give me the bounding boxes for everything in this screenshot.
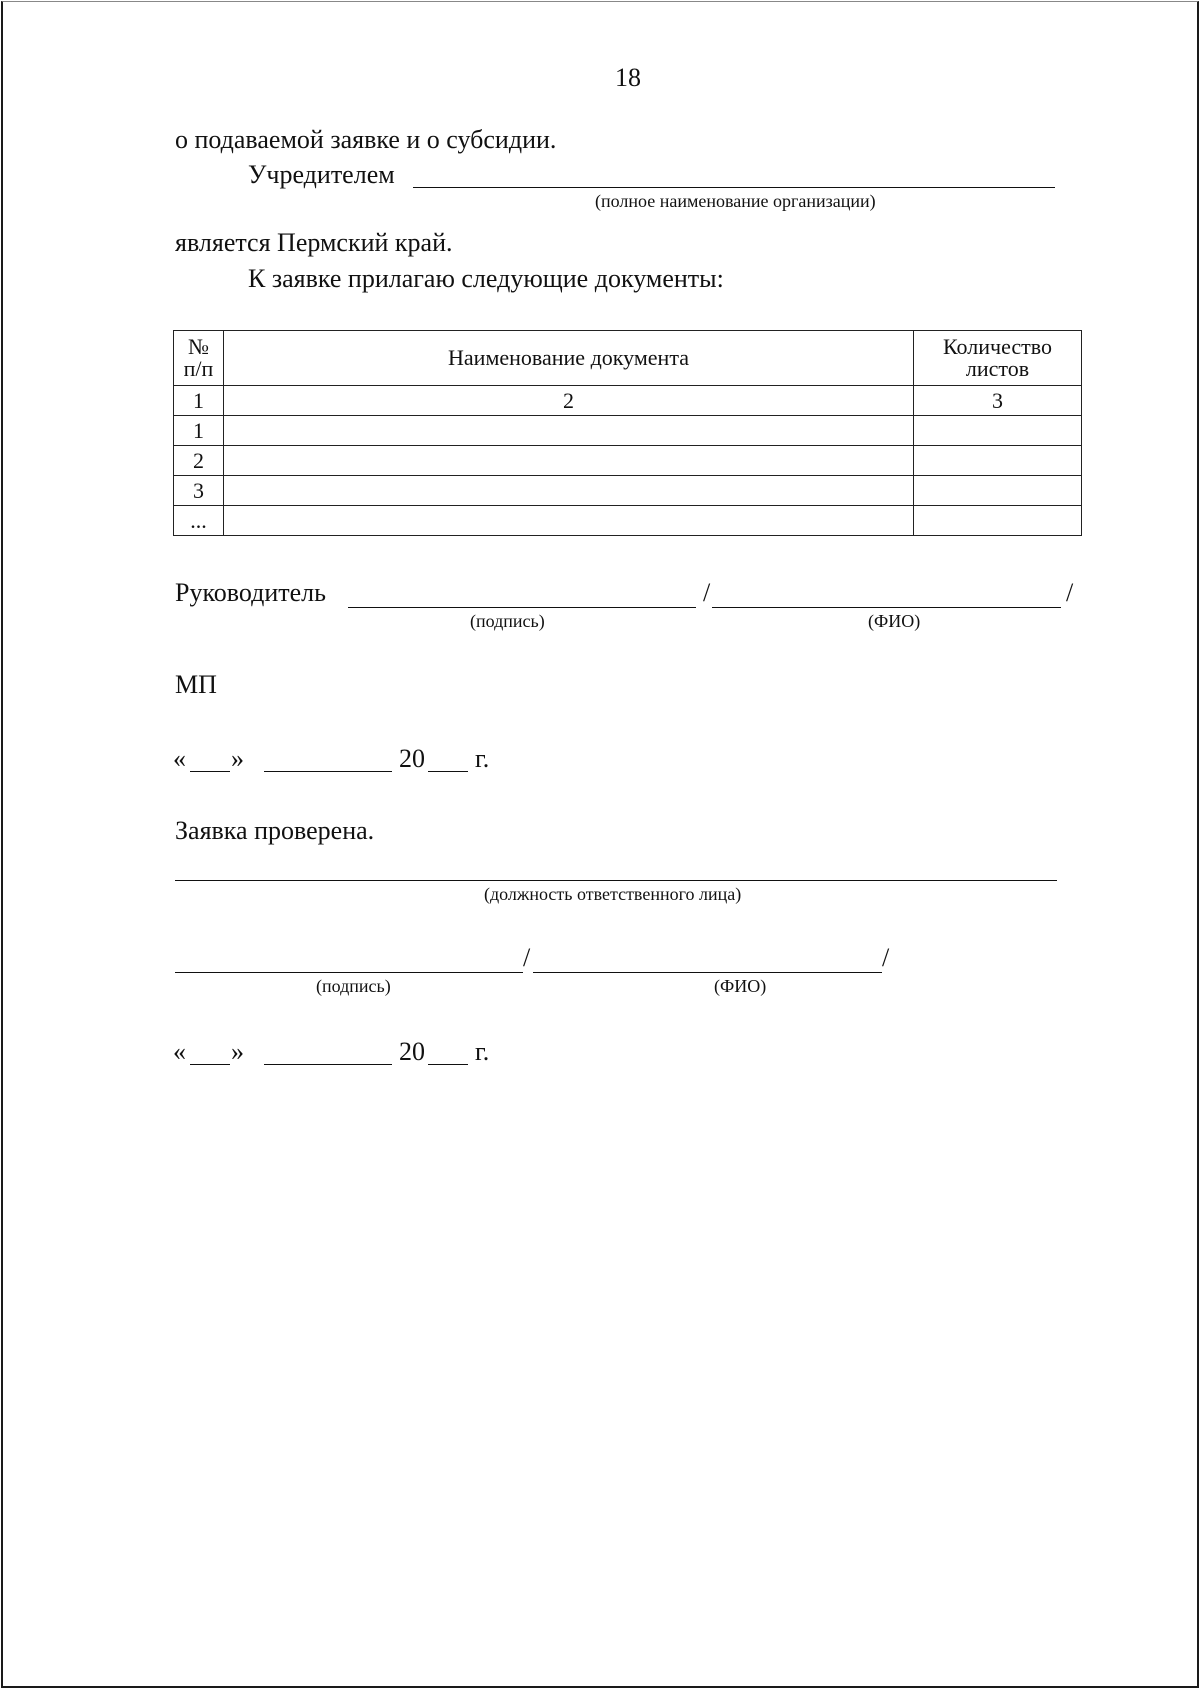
document-name-cell[interactable]	[224, 416, 914, 446]
position-field[interactable]	[175, 880, 1057, 881]
checker-end-slash: /	[882, 943, 890, 972]
sheet-count-cell[interactable]	[914, 446, 1082, 476]
date2-open-quote: «	[173, 1037, 186, 1066]
table-header-row	[174, 331, 1082, 386]
date2-year-field[interactable]	[428, 1064, 468, 1065]
table-row	[174, 446, 1082, 476]
date2-close-quote: »	[231, 1037, 244, 1066]
position-caption: (должность ответственного лица)	[484, 884, 742, 904]
checker-name-caption: (ФИО)	[714, 976, 767, 996]
date-open-quote: «	[173, 744, 186, 773]
date-year-field[interactable]	[428, 771, 468, 772]
date2-year-prefix: 20	[399, 1037, 425, 1066]
head-label: Руководитель	[175, 578, 326, 607]
date-year-prefix: 20	[399, 744, 425, 773]
date-day-field[interactable]	[190, 771, 230, 772]
sheet-count-cell[interactable]	[914, 476, 1082, 506]
checker-separator: /	[523, 943, 531, 972]
date2-day-field[interactable]	[190, 1064, 230, 1065]
date2-month-field[interactable]	[264, 1064, 392, 1065]
document-name-cell[interactable]	[224, 446, 914, 476]
head-end-slash: /	[1066, 578, 1074, 607]
page-number: 18	[615, 63, 641, 92]
attachments-line: К заявке прилагаю следующие документы:	[248, 264, 724, 293]
date-month-field[interactable]	[264, 771, 392, 772]
table-numbering-row	[174, 386, 1082, 416]
checker-signature-field[interactable]	[175, 972, 523, 973]
date-year-suffix: г.	[475, 744, 490, 773]
numbering-cell: 3	[914, 386, 1082, 416]
founder-label: Учредителем	[248, 160, 395, 189]
row-number: 1	[174, 416, 224, 446]
document-name-cell[interactable]	[224, 506, 914, 536]
head-name-caption: (ФИО)	[868, 611, 921, 631]
founder-caption: (полное наименование организации)	[595, 191, 876, 211]
table-row	[174, 506, 1082, 536]
table-row	[174, 476, 1082, 506]
checked-line: Заявка проверена.	[175, 816, 375, 845]
region-line: является Пермский край.	[175, 228, 453, 257]
document-name-cell[interactable]	[224, 476, 914, 506]
head-fullname-field[interactable]	[712, 607, 1061, 608]
checker-sign-caption: (подпись)	[316, 976, 391, 996]
date2-year-suffix: г.	[475, 1037, 490, 1066]
header-document-name: Наименование документа	[224, 331, 914, 386]
row-number: 3	[174, 476, 224, 506]
row-number: ...	[174, 506, 224, 536]
sheet-count-cell[interactable]	[914, 416, 1082, 446]
documents-table	[173, 330, 1082, 536]
head-signature-field[interactable]	[348, 607, 696, 608]
checker-fullname-field[interactable]	[533, 972, 882, 973]
numbering-cell: 1	[174, 386, 224, 416]
date-close-quote: »	[231, 744, 244, 773]
table-row	[174, 416, 1082, 446]
intro-line: о подаваемой заявке и о субсидии.	[175, 125, 557, 154]
numbering-cell: 2	[224, 386, 914, 416]
row-number: 2	[174, 446, 224, 476]
stamp-label: МП	[175, 670, 217, 699]
head-sign-caption: (подпись)	[470, 611, 545, 631]
header-number: № п/п	[174, 331, 224, 386]
head-separator: /	[703, 578, 711, 607]
sheet-count-cell[interactable]	[914, 506, 1082, 536]
header-sheet-count: Количество листов	[914, 331, 1082, 386]
founder-name-field[interactable]	[413, 187, 1055, 188]
